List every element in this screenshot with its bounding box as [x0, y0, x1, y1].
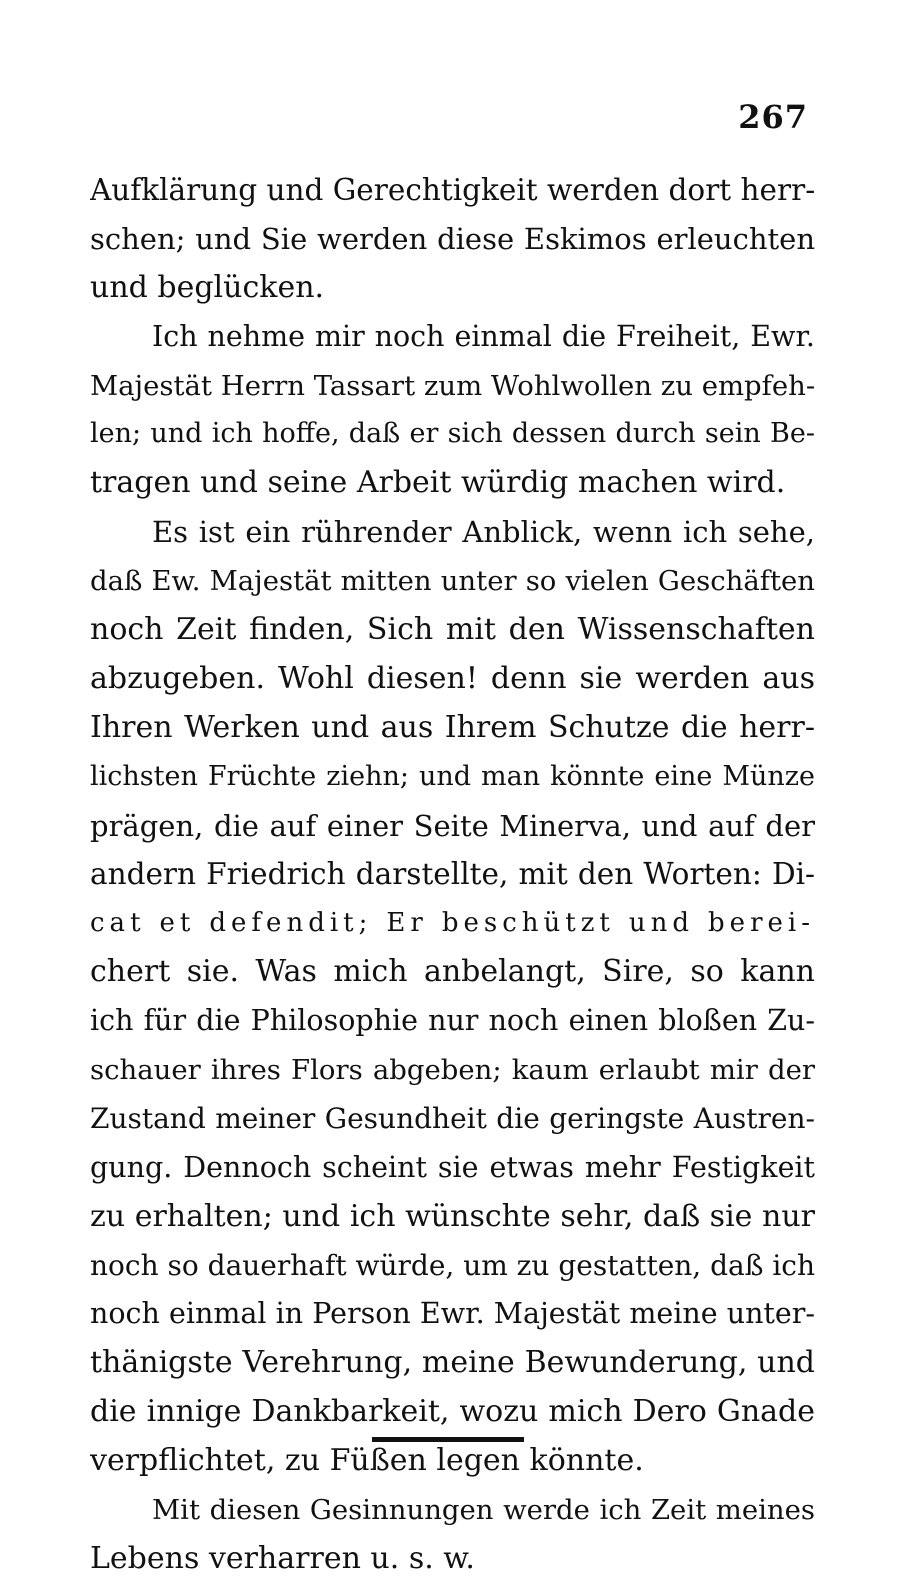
- text-line: andern Friedrich darstellte, mit den Worten: Di-: [90, 857, 815, 892]
- text-line: cat et defendit; Er beschützt und berei-: [90, 908, 815, 939]
- text-line: abzugeben. Wohl diesen! denn sie werden aus: [90, 660, 815, 696]
- text-line: Zustand meiner Gesundheit die geringste Austren-: [90, 1101, 815, 1135]
- text-line: schen; und Sie werden diese Eskimos erleuchten: [90, 221, 815, 256]
- text-line: Mit diesen Gesinnungen werde ich Zeit meines: [152, 1494, 815, 1527]
- page-number: 267: [738, 98, 808, 136]
- text-line: Majestät Herrn Tassart zum Wohlwollen zu empfeh-: [90, 369, 815, 402]
- text-line: prägen, die auf einer Seite Minerva, und auf der: [90, 808, 815, 843]
- body-text: [90, 166, 815, 1584]
- text-line: zu erhalten; und ich wünschte sehr, daß sie nur: [90, 1198, 815, 1234]
- text-line: thänigste Verehrung, meine Bewunderung, und: [90, 1345, 815, 1381]
- text-line: verpflichtet, zu Füßen legen könnte.: [90, 1443, 644, 1479]
- text-line: len; und ich hoffe, daß er sich dessen durch sein Be-: [90, 418, 815, 450]
- text-line: ich für die Philosophie nur noch einen bloßen Zu-: [90, 1004, 815, 1038]
- text-line: tragen und seine Arbeit würdig machen wird.: [90, 465, 786, 501]
- closing-rule: [372, 1437, 524, 1442]
- text-line: schauer ihres Flors abgeben; kaum erlaubt mir der: [90, 1054, 815, 1087]
- text-line: noch Zeit finden, Sich mit den Wissenschaften: [90, 612, 815, 648]
- text-line: Ich nehme mir noch einmal die Freiheit, Ewr.: [152, 319, 815, 353]
- text-line: noch so dauerhaft würde, um zu gestatten, daß ich: [90, 1248, 815, 1282]
- text-line: und beglücken.: [90, 269, 325, 305]
- text-line: Es ist ein rührender Anblick, wenn ich sehe,: [152, 515, 815, 550]
- text-line: Aufklärung und Gerechtigkeit werden dort herr-: [90, 173, 815, 207]
- text-line: daß Ew. Majestät mitten unter so vielen Geschäften: [90, 565, 815, 598]
- text-line: die innige Dankbarkeit, wozu mich Dero Gnade: [90, 1394, 815, 1430]
- text-line: gung. Dennoch scheint sie etwas mehr Festigkeit: [90, 1150, 815, 1184]
- text-line: Lebens verharren u. s. w.: [90, 1540, 475, 1576]
- text-line: lichsten Früchte ziehn; und man könnte eine Münze: [90, 760, 815, 792]
- text-line: chert sie. Was mich anbelangt, Sire, so kann: [90, 954, 815, 990]
- text-line: noch einmal in Person Ewr. Majestät meine unter-: [90, 1297, 815, 1331]
- text-line: Ihren Werken und aus Ihrem Schutze die herr-: [90, 709, 815, 745]
